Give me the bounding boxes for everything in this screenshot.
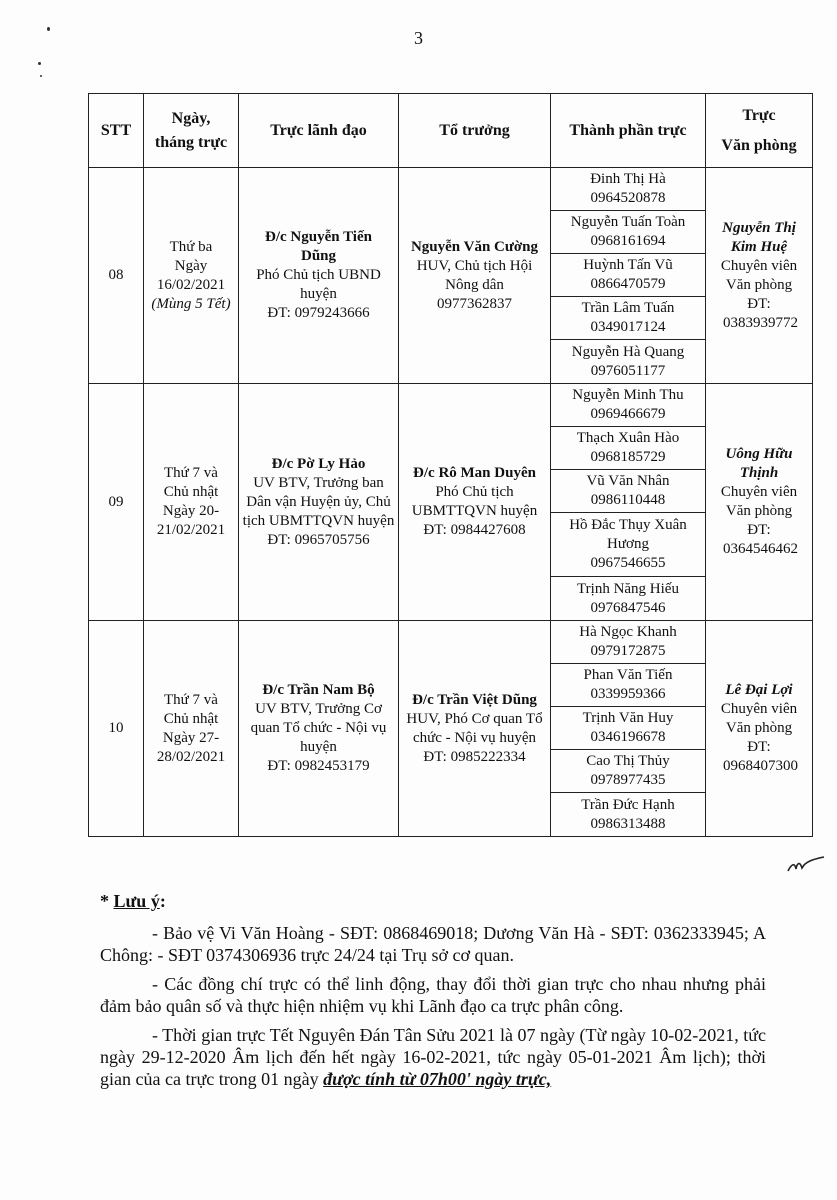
office-role: Chuyên viên Văn phòng bbox=[720, 484, 798, 519]
cell-date: Thứ ba Ngày 16/02/2021 (Mùng 5 Tết) bbox=[144, 168, 239, 384]
member-entry: Phan Văn Tiến 0339959366 bbox=[551, 664, 705, 707]
leader-name: Đ/c Nguyễn Tiến Dũng bbox=[265, 229, 372, 264]
member-entry: Huỳnh Tấn Vũ 0866470579 bbox=[551, 254, 705, 297]
leader-phone: ĐT: 0982453179 bbox=[267, 758, 370, 774]
office-role: Chuyên viên Văn phòng bbox=[720, 257, 798, 293]
cell-stt: 09 bbox=[89, 384, 144, 621]
team-lead-name: Đ/c Rô Man Duyên bbox=[413, 465, 536, 481]
office-phone: ĐT: 0364546462 bbox=[723, 522, 798, 557]
office-name: Lê Đại Lợi bbox=[725, 682, 793, 698]
cell-members bbox=[551, 384, 706, 621]
header-team-lead: Tổ trưởng bbox=[399, 94, 551, 168]
table-header-row bbox=[89, 94, 813, 168]
header-leader: Trực lãnh đạo bbox=[239, 94, 399, 168]
table-row bbox=[89, 168, 813, 384]
member-entry: Trần Lâm Tuấn 0349017124 bbox=[551, 297, 705, 340]
office-phone: ĐT: 0383939772 bbox=[723, 295, 798, 331]
cell-members bbox=[551, 168, 706, 384]
office-role: Chuyên viên Văn phòng bbox=[720, 701, 798, 736]
member-entry: Trần Đức Hạnh 0986313488 bbox=[581, 796, 675, 832]
table-row bbox=[89, 621, 813, 837]
cell-office bbox=[706, 621, 813, 837]
member-entry: Nguyễn Hà Quang 0976051177 bbox=[571, 343, 685, 379]
cell-office bbox=[706, 168, 813, 384]
duty-schedule-table bbox=[88, 93, 813, 837]
team-lead-phone: ĐT: 0984427608 bbox=[423, 522, 526, 538]
cell-stt: 10 bbox=[89, 621, 144, 837]
cell-leader bbox=[239, 384, 399, 621]
notes-section bbox=[100, 890, 766, 1097]
team-lead-phone: 0977362837 bbox=[437, 295, 512, 312]
note-item: - Các đồng chí trực có thể linh động, thay đổi thời gian trực cho nhau nhưng phải đảm bảo quân số và thực hiện nhiệm vụ khi Lãnh đạo ca trực phân công. bbox=[100, 974, 766, 1016]
cell-members bbox=[551, 621, 706, 837]
leader-name: Đ/c Trần Nam Bộ bbox=[262, 682, 375, 698]
header-date: Ngày, tháng trực bbox=[144, 94, 239, 168]
team-lead-phone: ĐT: 0985222334 bbox=[423, 748, 526, 765]
office-name: Nguyễn Thị Kim Huệ bbox=[722, 219, 796, 255]
header-office: Trực Văn phòng bbox=[706, 94, 813, 168]
scan-speck bbox=[40, 75, 42, 77]
leader-role: UV BTV, Trưởng ban Dân vận Huyện ủy, Chủ tịch UBMTTQVN huyện bbox=[242, 474, 395, 529]
leader-phone: ĐT: 0979243666 bbox=[267, 305, 370, 321]
member-entry: Thạch Xuân Hào 0968185729 bbox=[551, 427, 705, 470]
member-entry: Vũ Văn Nhân 0986110448 bbox=[551, 470, 705, 513]
initials-signature bbox=[786, 855, 826, 877]
team-lead-role: HUV, Chủ tịch Hội Nông dân bbox=[416, 257, 533, 293]
leader-name: Đ/c Pờ Ly Hảo bbox=[271, 455, 366, 472]
scan-speck bbox=[47, 27, 50, 31]
header-stt: STT bbox=[89, 94, 144, 168]
team-lead-role: Phó Chủ tịch UBMTTQVN huyện bbox=[411, 484, 538, 519]
member-entry: Nguyễn Minh Thu 0969466679 bbox=[551, 384, 705, 427]
header-members: Thành phần trực bbox=[551, 94, 706, 168]
notes-title: * Lưu ý: bbox=[100, 891, 166, 911]
office-name: Uông Hữu Thịnh bbox=[725, 446, 793, 481]
member-entry: Trịnh Văn Huy 0346196678 bbox=[551, 707, 705, 750]
cell-team-lead bbox=[399, 621, 551, 837]
note-item: - Bảo vệ Vi Văn Hoàng - SĐT: 0868469018; Dương Văn Hà - SĐT: 0362333945; A Chông: - SĐT 0374306936 trực 24/24 tại Trụ sở cơ quan. bbox=[100, 923, 766, 965]
member-entry: Hồ Đắc Thụy Xuân Hương 0967546655 bbox=[551, 513, 705, 577]
member-entry: Trịnh Năng Hiếu 0976847546 bbox=[577, 580, 679, 616]
cell-date: Thứ 7 và Chủ nhật Ngày 20- 21/02/2021 bbox=[144, 384, 239, 621]
member-entry: Nguyễn Tuấn Toàn 0968161694 bbox=[551, 211, 705, 254]
leader-phone: ĐT: 0965705756 bbox=[267, 531, 370, 548]
page-number: 3 bbox=[414, 28, 423, 48]
cell-team-lead bbox=[399, 168, 551, 384]
cell-office bbox=[706, 384, 813, 621]
team-lead-name: Nguyễn Văn Cường bbox=[410, 238, 539, 255]
member-entry: Cao Thị Thủy 0978977435 bbox=[551, 750, 705, 793]
cell-stt: 08 bbox=[89, 168, 144, 384]
leader-role: UV BTV, Trưởng Cơ quan Tổ chức - Nội vụ huyện bbox=[250, 701, 387, 755]
cell-leader bbox=[239, 621, 399, 837]
note-emphasis: được tính từ 07h00' ngày trực, bbox=[323, 1069, 552, 1089]
cell-team-lead bbox=[399, 384, 551, 621]
cell-date: Thứ 7 và Chủ nhật Ngày 27- 28/02/2021 bbox=[144, 621, 239, 837]
date-note: (Mùng 5 Tết) bbox=[151, 295, 231, 312]
scan-speck bbox=[38, 62, 41, 65]
leader-role: Phó Chủ tịch UBND huyện bbox=[256, 267, 381, 302]
cell-leader bbox=[239, 168, 399, 384]
member-entry: Hà Ngọc Khanh 0979172875 bbox=[551, 621, 705, 664]
note-item: - Thời gian trực Tết Nguyên Đán Tân Sửu 2021 là 07 ngày (Từ ngày 10-02-2021, tức ngày 29-12-2020 Âm lịch đến hết ngày 16-02-2021, tức ngày 05-01-2021 Âm lịch); thời gian của ca trực trong 01 ngày được tính từ 07h00' ngày trực, bbox=[100, 1025, 766, 1089]
team-lead-role: HUV, Phó Cơ quan Tổ chức - Nội vụ huyện bbox=[406, 710, 543, 746]
team-lead-name: Đ/c Trần Việt Dũng bbox=[412, 691, 537, 708]
office-phone: ĐT: 0968407300 bbox=[723, 739, 798, 774]
table-row bbox=[89, 384, 813, 621]
member-entry: Đinh Thị Hà 0964520878 bbox=[551, 168, 705, 211]
